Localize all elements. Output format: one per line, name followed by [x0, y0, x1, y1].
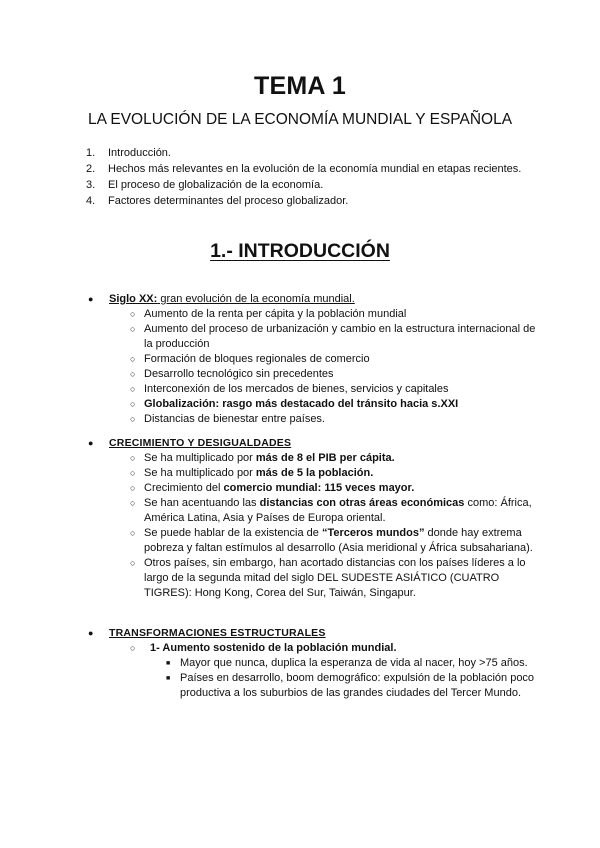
- list-item: ○ 1- Aumento sostenido de la población mundial.: [130, 642, 397, 654]
- crecimiento-block: [86, 436, 536, 601]
- hollow-bullet-icon: ○: [130, 498, 136, 508]
- list-item: ○ Interconexión de los mercados de bienes, servicios y capitales: [130, 383, 449, 395]
- list-item: ● Siglo XX: gran evolución de la economía mundial.: [88, 293, 355, 305]
- list-item: ○ Se ha multiplicado por más de 5 la población.: [130, 467, 374, 479]
- list-item: ○ Globalización: rasgo más destacado del tránsito hacia s.XXI: [130, 398, 459, 410]
- list-item: ● TRANSFORMACIONES ESTRUCTURALES: [88, 627, 326, 639]
- list-item: ○ Distancias de bienestar entre países.: [130, 413, 325, 425]
- list-item: ○ Aumento del proceso de urbanización y cambio en la estructura internacional de la producción: [130, 323, 536, 350]
- hollow-bullet-icon: ○: [130, 324, 136, 334]
- list-item: ■ Mayor que nunca, duplica la esperanza de vida al nacer, hoy >75 años.: [166, 657, 528, 669]
- transformaciones-block: [86, 626, 536, 701]
- document-subtitle: LA EVOLUCIÓN DE LA ECONOMÍA MUNDIAL Y ESPAÑOLA: [87, 111, 513, 128]
- toc-item: 1. Introducción.: [86, 147, 171, 159]
- list-item: ● CRECIMIENTO Y DESIGUALDADES: [88, 437, 292, 449]
- filled-bullet-icon: ●: [88, 438, 94, 448]
- list-item: ○ Otros países, sin embargo, han acortado distancias con los países líderes a lo largo de la segunda mitad del siglo DEL SUDESTE ASIÁTICO (CUATRO TIGRES): Hong Kong, Corea del Sur, Taiwán, Singapur.: [130, 557, 526, 599]
- hollow-bullet-icon: ○: [130, 399, 136, 409]
- square-bullet-icon: ■: [166, 675, 171, 682]
- filled-bullet-icon: ●: [88, 628, 94, 638]
- list-item: ○ Desarrollo tecnológico sin precedentes: [130, 368, 334, 380]
- list-item: ○ Se han acentuando las distancias con otras áreas económicas como: África, América Latina, Asia y Países de Europa oriental.: [130, 497, 532, 524]
- hollow-bullet-icon: ○: [130, 414, 136, 424]
- list-item: ○ Formación de bloques regionales de comercio: [130, 353, 370, 365]
- square-bullet-icon: ■: [166, 660, 171, 667]
- hollow-bullet-icon: ○: [130, 369, 136, 379]
- hollow-bullet-icon: ○: [130, 483, 136, 493]
- hollow-bullet-icon: ○: [130, 558, 136, 568]
- filled-bullet-icon: ●: [88, 294, 94, 304]
- table-of-contents: [86, 145, 521, 209]
- toc-item: 2. Hechos más relevantes en la evolución de la economía mundial en etapas recientes.: [86, 163, 522, 175]
- list-item: ○ Se puede hablar de la existencia de “Terceros mundos” donde hay extrema pobreza y faltan estímulos al desarrollo (Asia meridional y África subsahariana).: [130, 527, 533, 554]
- hollow-bullet-icon: ○: [130, 453, 136, 463]
- document-title: TEMA 1: [254, 72, 346, 100]
- list-item: ■ Países en desarrollo, boom demográfico: expulsión de la población poco productiva a los suburbios de las grandes ciudades del Tercer Mundo.: [166, 672, 535, 699]
- hollow-bullet-icon: ○: [130, 528, 136, 538]
- toc-item: 4. Factores determinantes del proceso globalizador.: [86, 195, 349, 207]
- siglo-xx-block: [86, 292, 536, 427]
- list-item: ○ Aumento de la renta per cápita y la población mundial: [130, 308, 407, 320]
- hollow-bullet-icon: ○: [130, 643, 136, 653]
- hollow-bullet-icon: ○: [130, 309, 136, 319]
- section-heading: 1.- INTRODUCCIÓN: [210, 240, 390, 262]
- list-item: ○ Crecimiento del comercio mundial: 115 veces mayor.: [130, 482, 415, 494]
- hollow-bullet-icon: ○: [130, 384, 136, 394]
- hollow-bullet-icon: ○: [130, 468, 136, 478]
- toc-item: 3. El proceso de globalización de la economía.: [86, 179, 324, 191]
- hollow-bullet-icon: ○: [130, 354, 136, 364]
- list-item: ○ Se ha multiplicado por más de 8 el PIB per cápita.: [130, 452, 395, 464]
